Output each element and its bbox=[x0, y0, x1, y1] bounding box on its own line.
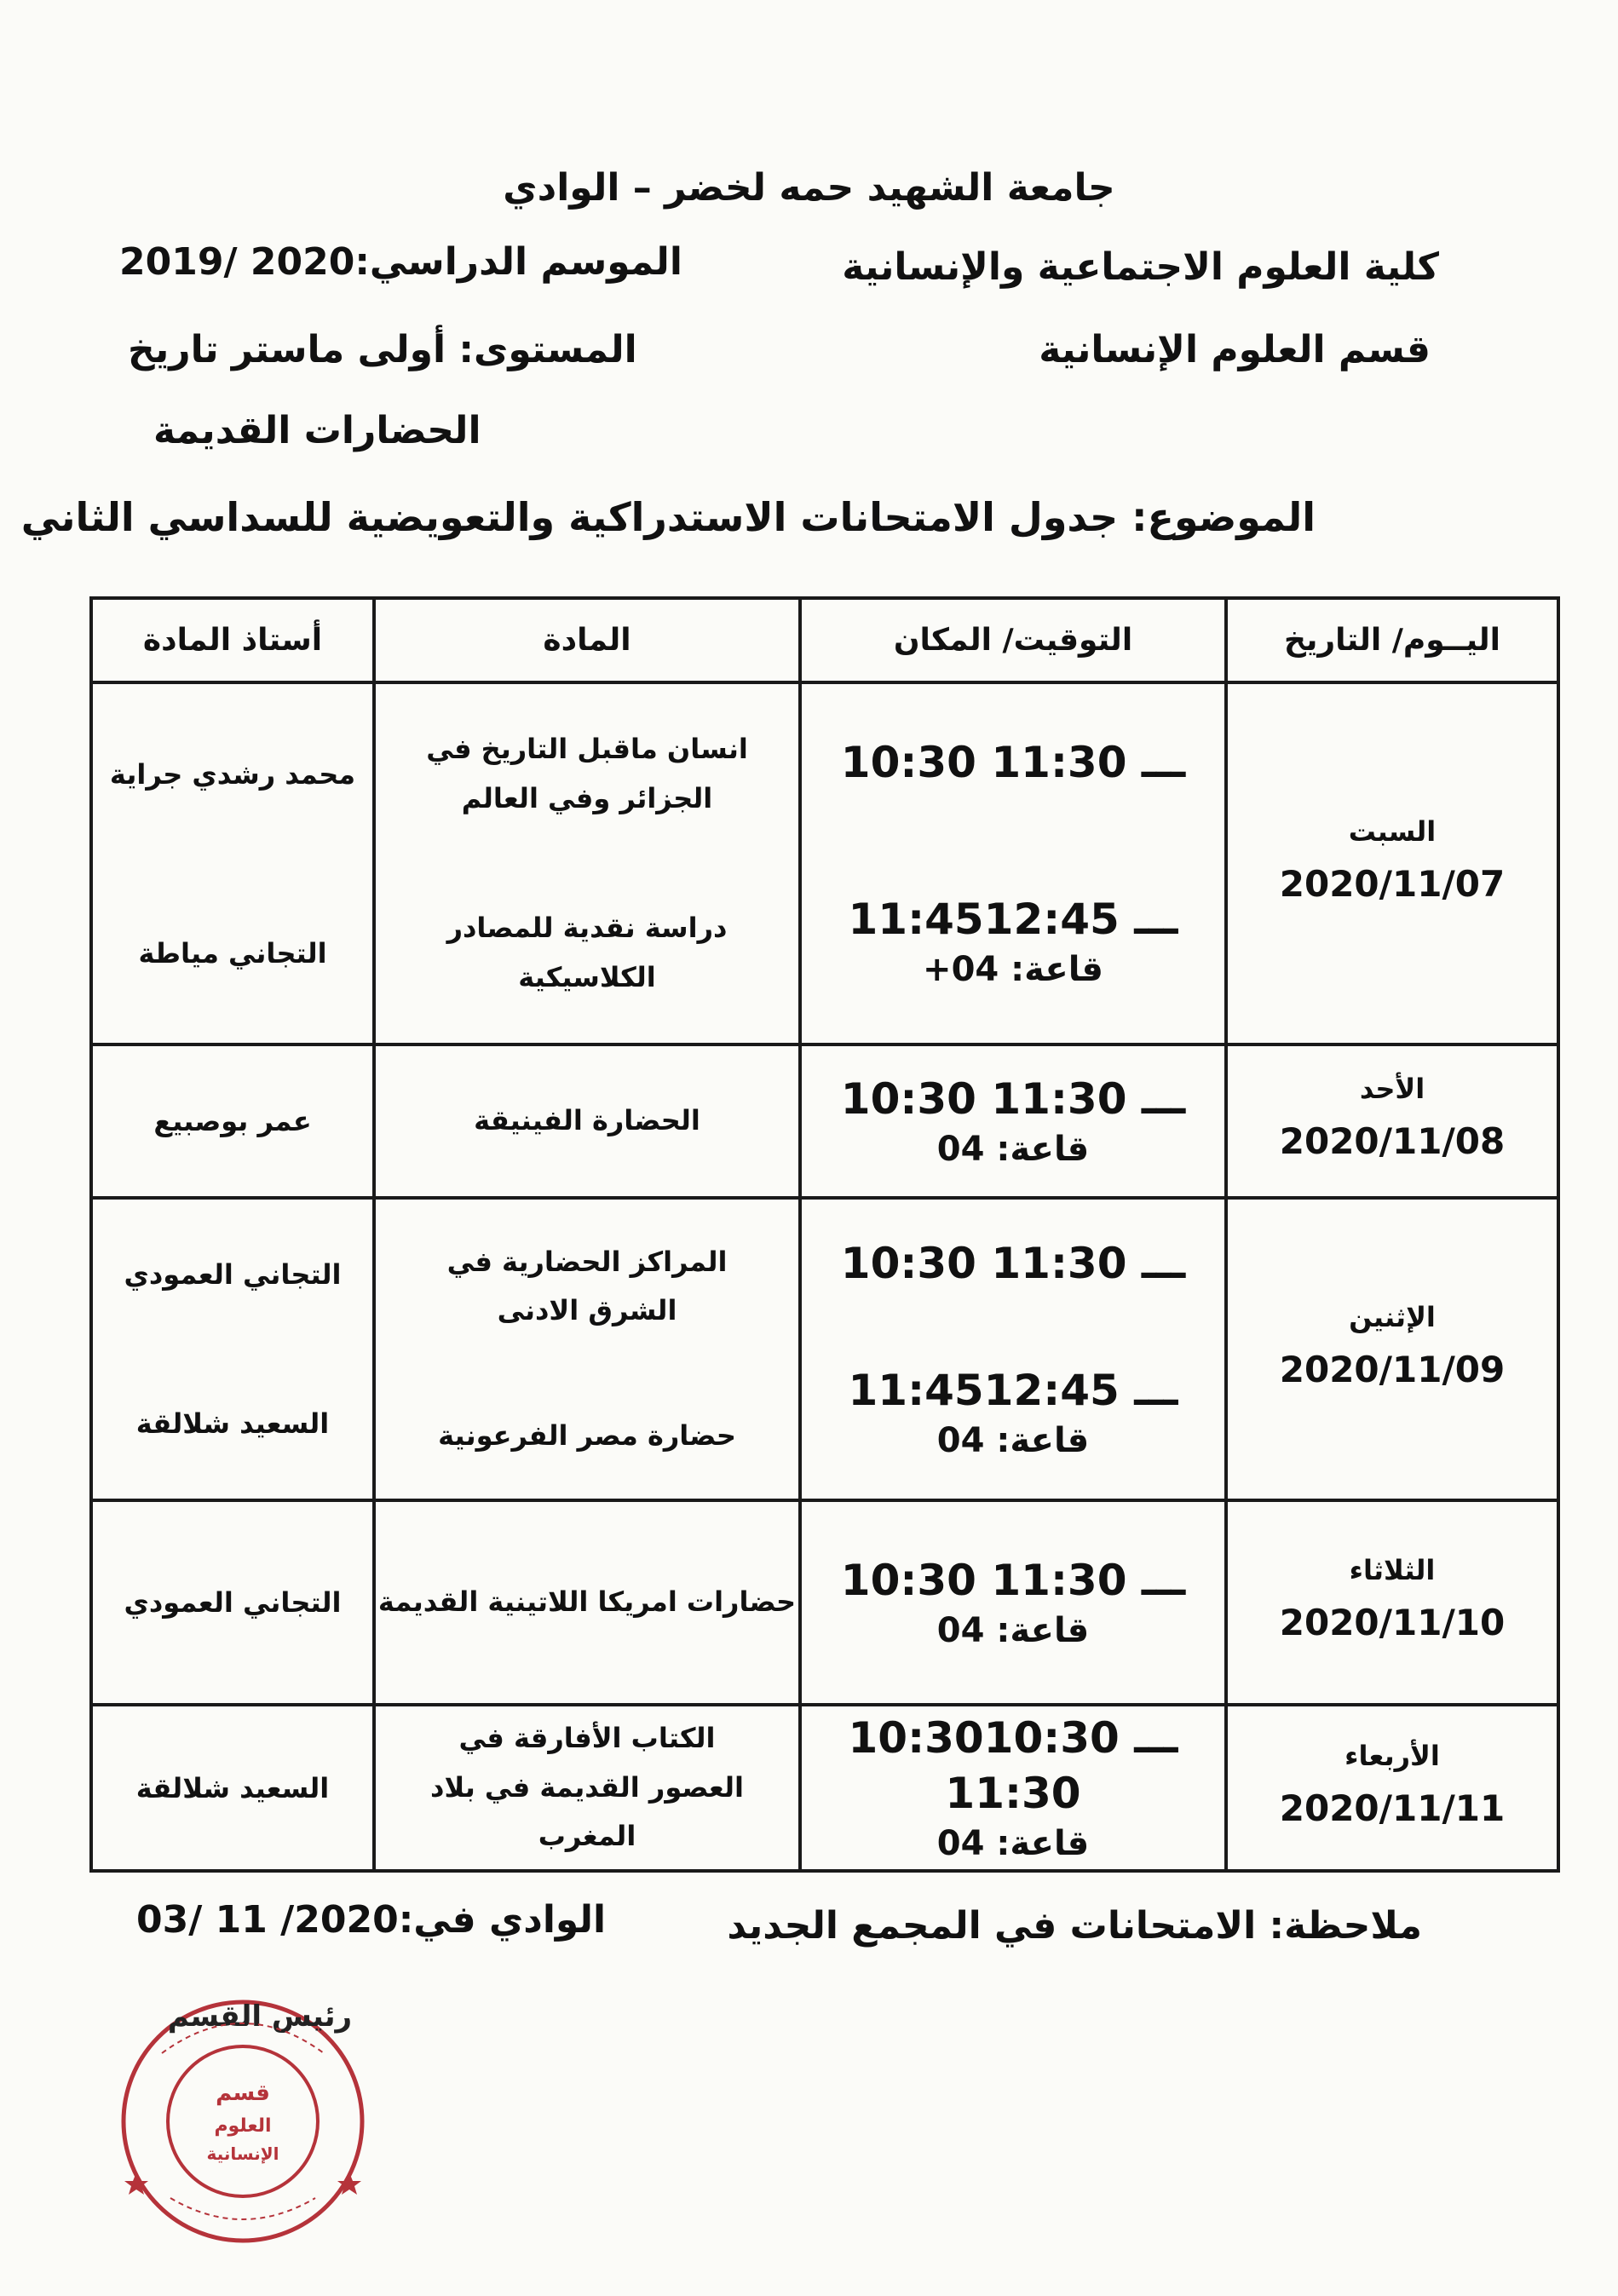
time-place-cell bbox=[800, 1500, 1226, 1705]
course-name: حضارات امريكا اللاتينية القديمة bbox=[377, 1585, 797, 1619]
exam-location-note: ملاحظة: الامتحانات في المجمع الجديد bbox=[727, 1904, 1422, 1948]
day-date-cell bbox=[1226, 1044, 1558, 1198]
day-date-cell bbox=[1226, 1198, 1558, 1500]
table-row bbox=[91, 682, 1558, 1044]
stamp-center-line: قسم bbox=[216, 2080, 270, 2106]
professor-cell bbox=[91, 1044, 374, 1198]
place-date-label: الوادي في: bbox=[398, 1898, 607, 1942]
document-subject: الموضوع: جدول الامتحانات الاستدراكية والتعويضية للسداسي الثاني bbox=[20, 494, 1316, 540]
exam-date: 2020/11/08 bbox=[1279, 1120, 1506, 1163]
course-cell bbox=[374, 1044, 800, 1198]
day-name: الأربعاء bbox=[1344, 1739, 1440, 1772]
stamp-center-line: الإنسانية bbox=[206, 2144, 279, 2164]
academic-season bbox=[119, 240, 682, 284]
course-cell bbox=[374, 1500, 800, 1705]
stamp-ring-text-decoration bbox=[170, 2198, 315, 2219]
course-name: الحضارة الفينيقة bbox=[474, 1104, 700, 1137]
course-name: دراسة نقدية للمصادر الكلاسيكية bbox=[446, 911, 728, 993]
department-stamp bbox=[111, 1985, 375, 2249]
course-name: انسان ماقبل التاريخ في الجزائر وفي العالم bbox=[426, 732, 748, 814]
table-row bbox=[91, 1044, 1558, 1198]
day-date-cell bbox=[1226, 682, 1558, 1044]
stamp-star-icon bbox=[124, 2172, 361, 2195]
professor-cell bbox=[91, 1500, 374, 1705]
time-place-cell bbox=[800, 1044, 1226, 1198]
stamp-signatory-title: رئيس القسم bbox=[167, 2000, 353, 2034]
professor-cell bbox=[91, 1705, 374, 1871]
time-place-cell bbox=[800, 682, 1226, 1044]
faculty-name: كلية العلوم الاجتماعية والإنسانية bbox=[842, 245, 1439, 289]
study-level: المستوى: أولى ماستر تاريخ bbox=[128, 328, 637, 371]
table-row bbox=[91, 1705, 1558, 1871]
professor-name: السعيد شلالقة bbox=[135, 1771, 330, 1804]
header-professor: أستاذ المادة bbox=[91, 598, 374, 682]
season-label: الموسم الدراسي: bbox=[354, 240, 682, 284]
exam-date: 2020/11/07 bbox=[1279, 862, 1506, 905]
room: قاعة: 04 bbox=[936, 1823, 1090, 1863]
season-value: 2019/ 2020 bbox=[119, 240, 355, 284]
professor-cell bbox=[91, 1198, 374, 1500]
professor-name: عمر بوصبيع bbox=[153, 1105, 312, 1137]
exam-date: 2020/11/10 bbox=[1279, 1602, 1506, 1644]
exam-date: 2020/11/11 bbox=[1279, 1787, 1506, 1829]
time-slot: 11:45ـــ 12:45 bbox=[848, 895, 1178, 944]
day-date-cell bbox=[1226, 1705, 1558, 1871]
professor-name: التجاني مياطة bbox=[138, 936, 327, 970]
table-row bbox=[91, 1198, 1558, 1500]
room: قاعة: 04 bbox=[936, 1610, 1090, 1650]
header-time-place: التوقيت/ المكان bbox=[800, 598, 1226, 682]
professor-name: التجاني العمودي bbox=[124, 1586, 342, 1619]
time-place-cell bbox=[800, 1198, 1226, 1500]
course-name: حضارة مصر الفرعونية bbox=[438, 1418, 736, 1452]
day-name: الثلاثاء bbox=[1349, 1554, 1436, 1587]
professor-name: التجاني العمودي bbox=[124, 1258, 342, 1291]
place-date-value: 03/ 11 /2020 bbox=[136, 1898, 399, 1942]
professor-name: السعيد شلالقة bbox=[135, 1407, 330, 1440]
course-cell bbox=[374, 1705, 800, 1871]
table-header-row bbox=[91, 598, 1558, 682]
time-slot: 10:3010:30 ـــ 11:30 bbox=[848, 1712, 1178, 1818]
time-slot: 10:30 ـــ 11:30 bbox=[840, 1238, 1186, 1288]
time-place-cell bbox=[800, 1705, 1226, 1871]
time-slot: 10:30 ـــ 11:30 bbox=[840, 1555, 1186, 1605]
course-cell bbox=[374, 1198, 800, 1500]
exam-date: 2020/11/09 bbox=[1279, 1348, 1506, 1390]
university-name: جامعة الشهيد حمه لخضر – الوادي bbox=[503, 166, 1115, 210]
professor-cell bbox=[91, 682, 374, 1044]
room: قاعة: 04 bbox=[936, 1420, 1090, 1460]
day-name: الأحد bbox=[1359, 1073, 1425, 1106]
professor-name: محمد رشدي جراية bbox=[109, 757, 356, 791]
header-day-date: اليــوم/ التاريخ bbox=[1226, 598, 1558, 682]
department-name: قسم العلوم الإنسانية bbox=[1039, 328, 1431, 371]
place-and-date bbox=[136, 1898, 606, 1942]
day-name: الإثنين bbox=[1349, 1300, 1436, 1333]
exam-schedule-table bbox=[89, 596, 1560, 1873]
course-cell bbox=[374, 682, 800, 1044]
time-slot: 10:30 ـــ 11:30 bbox=[840, 1073, 1186, 1124]
specialty: الحضارات القديمة bbox=[153, 409, 481, 452]
day-name: السبت bbox=[1348, 814, 1437, 848]
table-row bbox=[91, 1500, 1558, 1705]
stamp-center-line: العلوم bbox=[214, 2115, 272, 2137]
header-course: المادة bbox=[374, 598, 800, 682]
course-name: المراكز الحضارية في الشرق الادنى bbox=[446, 1245, 728, 1327]
room: قاعة: 04 bbox=[936, 1129, 1090, 1169]
course-name: الكتاب الأفارقة في العصور القديمة في بلاد المغرب bbox=[430, 1722, 744, 1853]
time-slot: 10:30 ـــ 11:30 bbox=[840, 738, 1186, 787]
day-date-cell bbox=[1226, 1500, 1558, 1705]
room: قاعة: 04+ bbox=[923, 950, 1103, 989]
time-slot: 11:45ـــ 12:45 bbox=[848, 1365, 1178, 1415]
